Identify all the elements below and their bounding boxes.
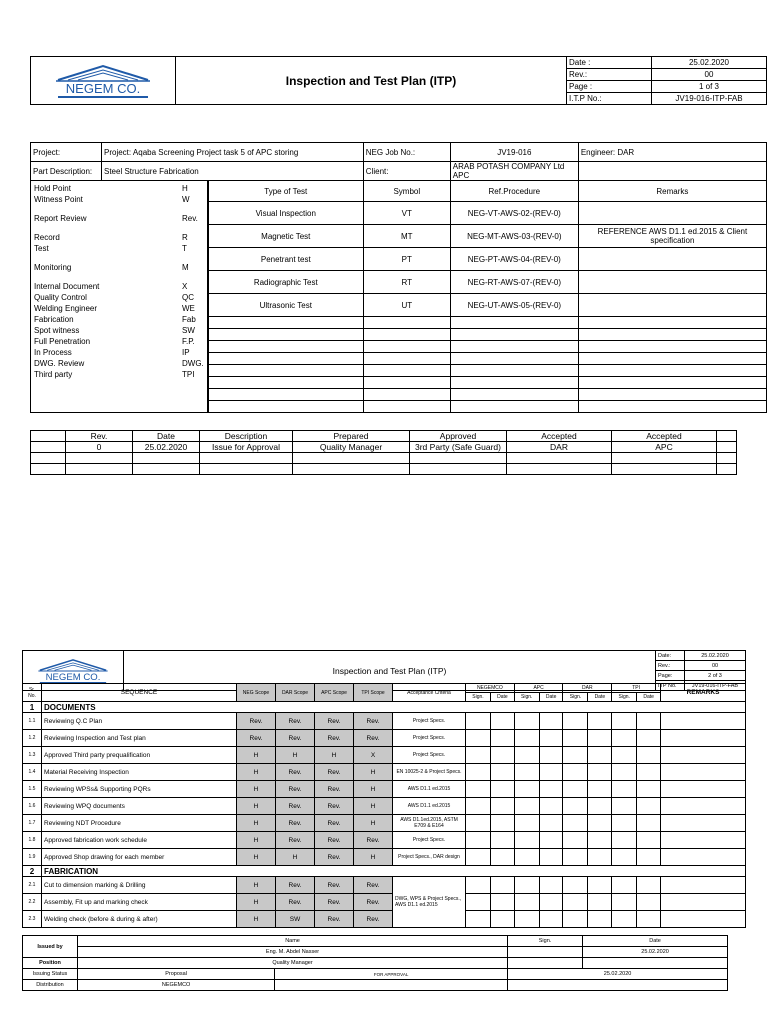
legend-item: Third party TPI: [34, 370, 195, 379]
test-row: Ultrasonic Test UT NEG-UT-AWS-05-(REV-0): [31, 294, 767, 317]
svg-text:NEGEM CO.: NEGEM CO.: [65, 80, 141, 96]
section-fabrication: 2 FABRICATION: [23, 866, 746, 877]
sequence-row: 1.8 Approved fabrication work schedule H Rev. Rev. Rev. Project Specs.: [23, 832, 746, 849]
test-row: Magnetic Test MT NEG-MT-AWS-03-(REV-0) REFERENCE AWS D1.1 ed.2015 & Client specification: [31, 225, 767, 248]
remarks-text: REFERENCE AWS D1.1 ed.2015 & Client specification: [578, 225, 766, 248]
sequence-row: 1.4 Material Receiving Inspection H Rev. Rev. H EN 10025-2 & Project Specs.: [23, 764, 746, 781]
test-row: Radiographic Test RT NEG-RT-AWS-07-(REV-0): [31, 271, 767, 294]
page-title: Inspection and Test Plan (ITP): [176, 57, 567, 105]
itp-header: NEGEM CO. Inspection and Test Plan (ITP) Date : 25.02.2020 Rev.: 00 Page : 1 of 3 I.T.P No.: JV19-016-ITP-FAB: [30, 56, 767, 105]
test-row: Visual Inspection VT NEG-VT-AWS-02-(REV-0): [31, 202, 767, 225]
revision-table: [30, 430, 737, 475]
section-documents: 1 DOCUMENTS: [23, 702, 746, 713]
itp-header-page2: NEGEM CO. Inspection and Test Plan (ITP) Date: 25.02.2020 Rev.: 00 Page: 2 of 3 ITP No. JV19-016-ITP-FAB: [22, 650, 746, 691]
sequence-row: 1.3 Approved Third party prequalification H H H X Project Specs.: [23, 747, 746, 764]
legend-item: DWG. Review DWG.: [34, 359, 204, 368]
legend-item: Spot witness SW: [34, 326, 195, 335]
sequence-row: 1.2 Reviewing Inspection and Test plan Rev. Rev. Rev. Rev. Project Specs.: [23, 730, 746, 747]
sequence-row: 1.6 Reviewing WPQ documents H Rev. Rev. H AWS D1.1 ed.2015: [23, 798, 746, 815]
legend-item: Witness Point W: [34, 195, 190, 204]
sequence-row: 1.5 Reviewing WPSs& Supporting PQRs H Rev. Rev. H AWS D1.1 ed.2015: [23, 781, 746, 798]
itp-sequence-table: Sr. No. SEQUENCE NEG Scope DAR Scope APC Scope TPI Scope Acceptance Criteria NEGEMCO APC DAR TPI REMARKS Sign. Date Sign. Date Sign. Date Sign. Date 1 DOCUMENTS 1.1 Reviewing Q.C Plan Rev. Rev. Rev. Rev. Project Specs. 1.2 Reviewing Inspection and Test plan Rev. Rev. Rev. Rev. Project Specs. 1.3 Approved Third party prequalification H H H X Project Specs. 1.4 Material Receiving Inspection H Rev. Rev. H EN 10025-2 & Project Specs. 1.5 Reviewing WPSs& Supporting PQRs H Rev. Rev. H AWS D1.1 ed.2015 1.6 Reviewing WPQ documents H Rev. Rev. H AWS D1.1 ed.2015 1.7 Reviewing NDT Procedure H Rev. Rev. H AWS D1.1ed.2015, ASTM E709 & E164 1.8 Approved fabrication work schedule H Rev. Rev. Rev. Project Specs. 1.9 Approved Shop drawing for each member H H Rev. H Project Specs., DAR design 2 FABRICATION 2.1 Cut to dimension marking & Drilling H Rev. Rev. Rev. DWG, WPS & Project Specs., AWS D1.1 ed.2015 2.2 Assembly, Fit up and marking check H Rev. Rev. Rev. 2.3 Welding check (before & during & after) H SW Rev. Rev.: [22, 683, 746, 928]
sequence-row: 1.1 Reviewing Q.C Plan Rev. Rev. Rev. Rev. Project Specs.: [23, 713, 746, 730]
legend-item: Test T: [34, 244, 187, 253]
sequence-row: 2.2 Assembly, Fit up and marking check H Rev. Rev. Rev.: [23, 894, 746, 911]
legend-item: Welding Engineer WE: [34, 304, 195, 313]
issue-footer: Issued by Name Sign. Date Eng. M. Abdel Nasser 25.02.2020 Position Quality Manager Issuing Status Proposal FOR APPROVAL 25.02.2020 Distribution NEGEMCO: [22, 935, 746, 991]
legend-item: Fabrication Fab: [34, 315, 196, 324]
sequence-row: 2.3 Welding check (before & during & after) H SW Rev. Rev.: [23, 911, 746, 928]
legend-item: Internal Document X: [34, 282, 188, 291]
legend-item: Full Penetration F.P.: [34, 337, 195, 346]
legend-item: In Process IP: [34, 348, 190, 357]
itp-info-table: Project: Project: Aqaba Screening Project task 5 of APC storing NEG Job No.: JV19-016 Engineer: DAR Part Description: Steel Structure Fabrication Client: ARAB POTASH COMPANY Ltd APC Hold Point H Witness Point W Report Review Rev. Record R Test T Monitoring M Internal Document X Quality Control QC Welding Engineer WE Fabrication Fab Spot witness SW Full Penetration F.P. In Process IP DWG. Review DWG. Third party TPI Type of Test Symbol Ref.Procedure Remarks Visual Inspection VT NEG-VT-AWS-02-(REV-0) Magnetic Test MT NEG-MT-AWS-03-(REV-0) REFERENCE AWS D1.1 ed.2015 & Client specification Penetrant test PT NEG-PT-AWS-04-(REV-0) Radiographic Test RT NEG-RT-AWS-07-(REV-0) Ultrasonic Test UT NEG-UT-AWS-05-(REV-0): [30, 142, 767, 413]
negem-logo-icon: [48, 62, 158, 100]
legend-item: Quality Control QC: [34, 293, 194, 302]
engineer: Engineer: DAR: [578, 143, 766, 162]
legend-item: Report Review Rev.: [34, 214, 198, 223]
negem-logo-icon: [27, 657, 119, 685]
revision-header: Rev. Date Description Prepared Approved Accepted Accepted: [31, 431, 737, 442]
legend-item: Monitoring M: [34, 263, 189, 272]
sequence-row: 1.9 Approved Shop drawing for each member H H Rev. H Project Specs., DAR design: [23, 849, 746, 866]
legend-item: Record R: [34, 233, 188, 242]
sequence-row: 2.1 Cut to dimension marking & Drilling H Rev. Rev. Rev. DWG, WPS & Project Specs., AWS D1.1 ed.2015: [23, 877, 746, 894]
test-row: Penetrant test PT NEG-PT-AWS-04-(REV-0): [31, 248, 767, 271]
svg-text:NEGEM CO.: NEGEM CO.: [45, 671, 101, 683]
page-title: Inspection and Test Plan (ITP): [124, 651, 656, 691]
company-logo: [31, 57, 176, 105]
revision-row: 0 25.02.2020 Issue for Approval Quality Manager 3rd Party (Safe Guard) DAR APC: [31, 442, 737, 453]
legend: [31, 181, 208, 413]
project-value: Project: Aqaba Screening Project task 5 of APC storing: [102, 143, 364, 162]
sequence-row: 1.7 Reviewing NDT Procedure H Rev. Rev. H AWS D1.1ed.2015, ASTM E709 & E164: [23, 815, 746, 832]
legend-item: Hold Point H: [34, 184, 188, 193]
